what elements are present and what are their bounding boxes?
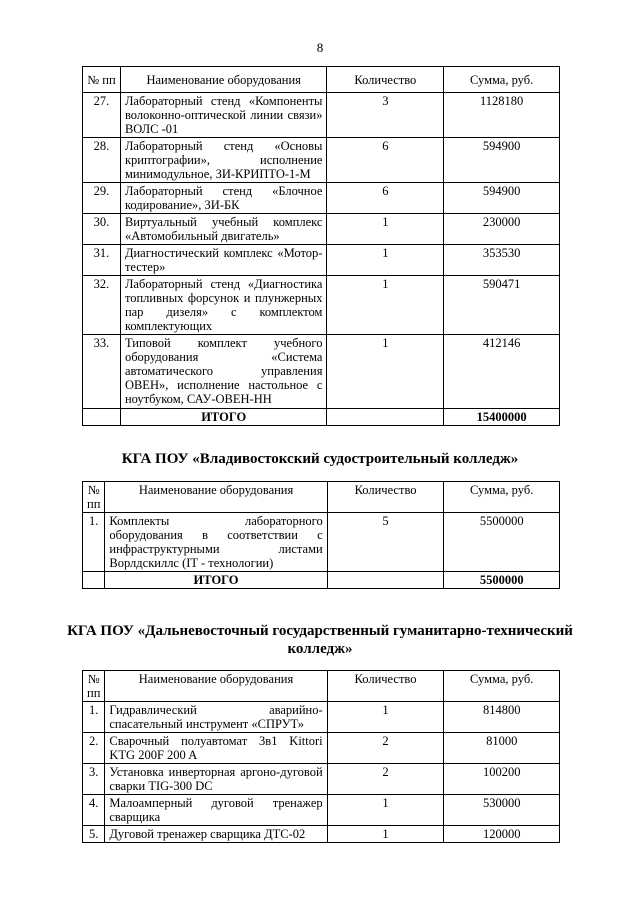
row-name: Гидравлический аварийно-спасательный инструмент «СПРУТ» [105,702,327,733]
row-num: 30. [83,214,121,245]
row-qty: 1 [327,826,444,843]
row-sum: 814800 [444,702,560,733]
header-num: № пп [83,67,121,93]
equipment-table-2 [82,481,560,589]
row-sum: 530000 [444,795,560,826]
total-empty-cell [327,572,444,589]
total-empty-cell [327,409,444,426]
header-name: Наименование оборудования [105,482,327,513]
row-num: 1. [83,513,105,572]
header-qty: Количество [327,482,444,513]
table-row [83,138,560,183]
page-number: 8 [316,40,324,55]
row-num: 31. [83,245,121,276]
row-sum: 594900 [444,183,560,214]
row-name: Комплекты лабораторного оборудования в соответствии с инфраструктурными листами Ворлдскиллс (IT - технологии) [105,513,327,572]
row-qty: 1 [327,214,444,245]
table-row [83,183,560,214]
row-name: Сварочный полуавтомат 3в1 Kittori KTG 200F 200 A [105,733,327,764]
row-name: Установка инверторная аргоно-дуговой сварки TIG-300 DC [105,764,327,795]
row-qty: 2 [327,733,444,764]
row-sum: 594900 [444,138,560,183]
header-qty: Количество [327,671,444,702]
table-row [83,733,560,764]
equipment-table-3 [82,670,560,843]
row-qty: 1 [327,245,444,276]
table-row [83,245,560,276]
row-qty: 1 [327,702,444,733]
row-name: Виртуальный учебный комплекс «Автомобильный двигатель» [120,214,327,245]
row-qty: 3 [327,93,444,138]
row-qty: 6 [327,138,444,183]
row-name: Лабораторный стенд «Компоненты волоконно-оптической линии связи» ВОЛС -01 [120,93,327,138]
row-name: Лабораторный стенд «Основы криптографии», исполнение минимодульное, ЗИ-КРИПТО-1-М [120,138,327,183]
table-row [83,702,560,733]
row-qty: 1 [327,276,444,335]
row-num: 5. [83,826,105,843]
total-empty-cell [83,409,121,426]
row-sum: 120000 [444,826,560,843]
header-qty: Количество [327,67,444,93]
table-row [83,335,560,409]
row-name: Малоамперный дуговой тренажер сварщика [105,795,327,826]
row-num: 27. [83,93,121,138]
row-name: Дуговой тренажер сварщика ДТС-02 [105,826,327,843]
header-name: Наименование оборудования [105,671,327,702]
row-num: 1. [83,702,105,733]
total-label: ИТОГО [105,572,327,589]
row-qty: 1 [327,795,444,826]
table-row [83,513,560,572]
row-name: Диагностический комплекс «Мотор-тестер» [120,245,327,276]
row-sum: 5500000 [444,513,560,572]
table-row [83,93,560,138]
table-header-row [83,67,560,93]
total-sum: 15400000 [444,409,560,426]
header-sum: Сумма, руб. [444,67,560,93]
heading-line-1: КГА ПОУ «Дальневосточный государственный гуманитарно-технический [67,623,573,639]
row-name: Лабораторный стенд «Диагностика топливных форсунок и плунжерных пар дизеля» с комплектом комплектующих [120,276,327,335]
header-num: № пп [83,482,105,513]
row-num: 4. [83,795,105,826]
row-num: 2. [83,733,105,764]
total-sum: 5500000 [444,572,560,589]
row-qty: 2 [327,764,444,795]
heading-line-2: колледж» [287,641,353,657]
section-heading-dvggtk [0,622,640,658]
row-num: 32. [83,276,121,335]
table-total-row [83,409,560,426]
row-qty: 1 [327,335,444,409]
header-name: Наименование оборудования [120,67,327,93]
table-row [83,795,560,826]
row-sum: 412146 [444,335,560,409]
row-sum: 230000 [444,214,560,245]
table-header-row [83,671,560,702]
row-sum: 1128180 [444,93,560,138]
row-num: 29. [83,183,121,214]
row-sum: 81000 [444,733,560,764]
row-qty: 6 [327,183,444,214]
row-num: 28. [83,138,121,183]
total-empty-cell [83,572,105,589]
row-qty: 5 [327,513,444,572]
equipment-table-1 [82,66,560,426]
header-sum: Сумма, руб. [444,671,560,702]
header-num: № пп [83,671,105,702]
header-sum: Сумма, руб. [444,482,560,513]
table-row [83,214,560,245]
row-name: Лабораторный стенд «Блочное кодирование», ЗИ-БК [120,183,327,214]
total-label: ИТОГО [120,409,327,426]
row-num: 3. [83,764,105,795]
table-row [83,826,560,843]
table-total-row [83,572,560,589]
table-row [83,764,560,795]
section-heading-vladivostok: КГА ПОУ «Владивостокский судостроительный колледж» [121,451,519,467]
row-name: Типовой комплект учебного оборудования «Система автоматического управления ОВЕН», исполнение настольное с ноутбуком, САУ-ОВЕН-НН [120,335,327,409]
row-num: 33. [83,335,121,409]
row-sum: 100200 [444,764,560,795]
table-row [83,276,560,335]
table-header-row [83,482,560,513]
row-sum: 353530 [444,245,560,276]
row-sum: 590471 [444,276,560,335]
